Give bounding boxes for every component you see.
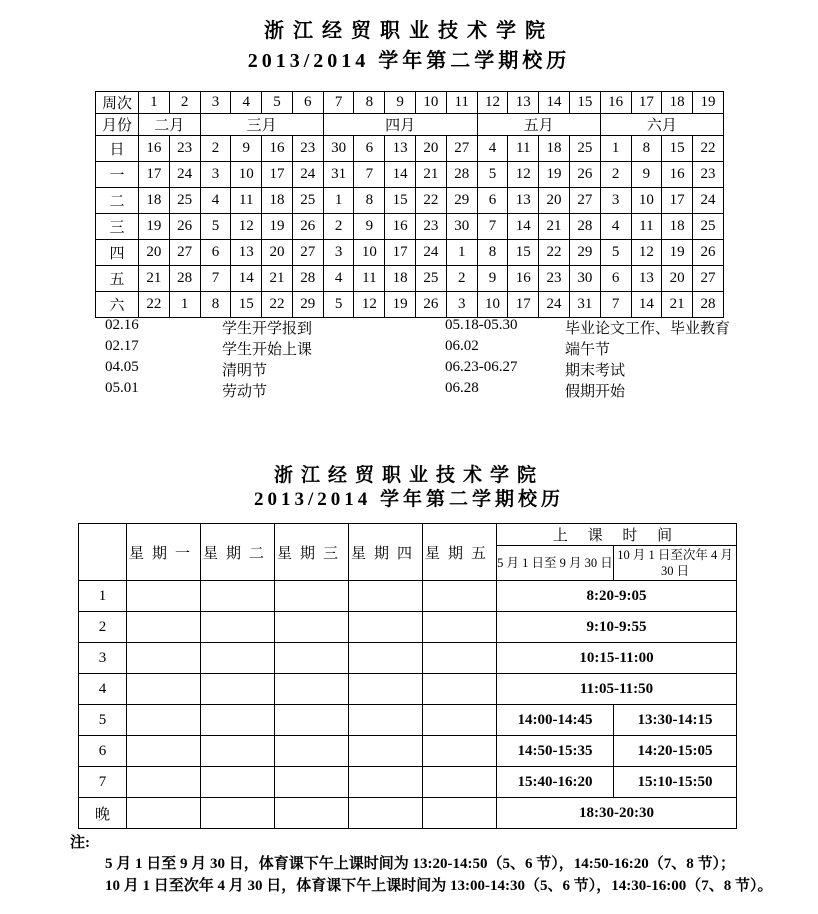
timetable-empty-cell xyxy=(275,581,349,612)
date-cell: 18 xyxy=(385,266,416,292)
date-cell: 25 xyxy=(169,188,200,214)
date-cell: 15 xyxy=(231,292,262,318)
date-cell: 22 xyxy=(416,188,447,214)
date-cell: 20 xyxy=(262,240,293,266)
event-label: 假期开始 xyxy=(565,384,626,400)
semester-calendar-title-2: 2013/2014 学年第二学期校历 xyxy=(253,489,565,510)
event-line xyxy=(0,338,818,359)
event-date: 06.23-06.27 xyxy=(445,359,518,375)
date-cell: 28 xyxy=(292,266,323,292)
event-label: 学生开学报到 xyxy=(222,321,313,337)
weekday-label-cell: 日 xyxy=(96,136,139,162)
date-cell: 3 xyxy=(446,292,477,318)
week-number-cell: 14 xyxy=(539,92,570,114)
date-cell: 10 xyxy=(354,240,385,266)
date-cell: 23 xyxy=(693,162,724,188)
date-cell: 14 xyxy=(385,162,416,188)
date-cell: 12 xyxy=(231,214,262,240)
winter-time-cell: 13:30-14:15 xyxy=(614,705,737,736)
event-date: 02.16 xyxy=(105,317,139,333)
date-cell: 15 xyxy=(385,188,416,214)
date-cell: 1 xyxy=(323,188,354,214)
timetable-empty-cell xyxy=(349,674,423,705)
event-label: 劳动节 xyxy=(222,384,268,400)
calendar-day-row xyxy=(96,292,724,318)
date-cell: 24 xyxy=(416,240,447,266)
school-name-title: 浙江经贸职业技术学院 xyxy=(264,20,554,42)
timetable-empty-cell xyxy=(201,798,275,829)
week-number-cell: 11 xyxy=(446,92,477,114)
event-label: 端午节 xyxy=(565,342,611,358)
timetable-empty-cell xyxy=(201,674,275,705)
date-cell: 9 xyxy=(231,136,262,162)
timetable-row xyxy=(79,612,737,643)
week-number-cell: 6 xyxy=(292,92,323,114)
class-time-cell: 8:20-9:05 xyxy=(497,581,737,612)
date-cell: 11 xyxy=(631,214,662,240)
timetable-row xyxy=(79,767,737,798)
class-time-cell: 10:15-11:00 xyxy=(497,643,737,674)
footnote-line: 10 月 1 日至次年 4 月 30 日，体育课下午上课时间为 13:00-14:30（5、6 节），14:30-16:00（7、8 节）。 xyxy=(105,878,773,894)
calendar-day-row xyxy=(96,240,724,266)
date-cell: 17 xyxy=(508,292,539,318)
month-cell: 五月 xyxy=(477,114,600,136)
date-cell: 6 xyxy=(200,240,231,266)
date-cell: 21 xyxy=(539,214,570,240)
weekday-label-cell: 六 xyxy=(96,292,139,318)
timetable-empty-cell xyxy=(349,767,423,798)
date-cell: 25 xyxy=(693,214,724,240)
winter-period-header: 10 月 1 日至次年 4 月 30 日 xyxy=(614,546,737,581)
date-cell: 24 xyxy=(539,292,570,318)
week-row-label: 周次 xyxy=(96,92,139,114)
event-date: 06.28 xyxy=(445,380,479,396)
calendar-day-row xyxy=(96,214,724,240)
date-cell: 21 xyxy=(416,162,447,188)
calendar-day-row xyxy=(96,162,724,188)
date-cell: 27 xyxy=(292,240,323,266)
timetable-row xyxy=(79,674,737,705)
date-cell: 1 xyxy=(600,136,631,162)
date-cell: 13 xyxy=(385,136,416,162)
date-cell: 10 xyxy=(231,162,262,188)
date-cell: 7 xyxy=(477,214,508,240)
timetable-empty-cell xyxy=(201,705,275,736)
timetable-empty-cell xyxy=(201,612,275,643)
date-cell: 10 xyxy=(631,188,662,214)
weekday-label-cell: 四 xyxy=(96,240,139,266)
timetable-empty-cell xyxy=(349,736,423,767)
date-cell: 6 xyxy=(477,188,508,214)
timetable-empty-cell xyxy=(127,767,201,798)
date-cell: 14 xyxy=(631,292,662,318)
date-cell: 20 xyxy=(662,266,693,292)
timetable-row xyxy=(79,643,737,674)
timetable-empty-cell xyxy=(349,643,423,674)
date-cell: 7 xyxy=(600,292,631,318)
date-cell: 19 xyxy=(139,214,170,240)
month-cell: 二月 xyxy=(139,114,201,136)
date-cell: 26 xyxy=(416,292,447,318)
date-cell: 26 xyxy=(569,162,600,188)
timetable-empty-cell xyxy=(275,767,349,798)
timetable-empty-cell xyxy=(423,643,497,674)
date-cell: 21 xyxy=(662,292,693,318)
class-timetable xyxy=(78,523,737,829)
timetable-empty-cell xyxy=(423,674,497,705)
timetable-row xyxy=(79,705,737,736)
date-cell: 4 xyxy=(323,266,354,292)
month-cell: 四月 xyxy=(323,114,477,136)
period-label-cell: 2 xyxy=(79,612,127,643)
date-cell: 13 xyxy=(508,188,539,214)
date-cell: 1 xyxy=(169,292,200,318)
period-label-cell: 4 xyxy=(79,674,127,705)
date-cell: 19 xyxy=(662,240,693,266)
week-number-cell: 13 xyxy=(508,92,539,114)
summer-period-header: 5 月 1 日至 9 月 30 日 xyxy=(497,546,614,581)
event-label: 期末考试 xyxy=(565,363,626,379)
timetable-empty-cell xyxy=(423,736,497,767)
date-cell: 29 xyxy=(569,240,600,266)
period-label-cell: 1 xyxy=(79,581,127,612)
date-cell: 4 xyxy=(200,188,231,214)
timetable-empty-cell xyxy=(127,674,201,705)
date-cell: 28 xyxy=(693,292,724,318)
date-cell: 17 xyxy=(262,162,293,188)
events-list xyxy=(0,317,818,401)
date-cell: 27 xyxy=(446,136,477,162)
date-cell: 13 xyxy=(231,240,262,266)
week-number-cell: 12 xyxy=(477,92,508,114)
timetable-empty-cell xyxy=(127,798,201,829)
calendar-day-row xyxy=(96,266,724,292)
date-cell: 30 xyxy=(323,136,354,162)
class-time-header: 上 课 时 间 xyxy=(497,524,737,546)
footnote-label: 注: xyxy=(70,835,90,851)
date-cell: 25 xyxy=(569,136,600,162)
timetable-empty-cell xyxy=(423,612,497,643)
timetable-empty-cell xyxy=(127,705,201,736)
timetable-empty-cell xyxy=(349,705,423,736)
date-cell: 18 xyxy=(539,136,570,162)
timetable-empty-cell xyxy=(201,643,275,674)
date-cell: 5 xyxy=(477,162,508,188)
period-label-cell: 6 xyxy=(79,736,127,767)
date-cell: 28 xyxy=(569,214,600,240)
timetable-empty-cell xyxy=(349,612,423,643)
timetable-empty-cell xyxy=(275,674,349,705)
date-cell: 8 xyxy=(354,188,385,214)
date-cell: 18 xyxy=(139,188,170,214)
date-cell: 22 xyxy=(262,292,293,318)
date-cell: 14 xyxy=(508,214,539,240)
timetable-empty-cell xyxy=(201,767,275,798)
timetable-row xyxy=(79,736,737,767)
week-number-cell: 16 xyxy=(600,92,631,114)
date-cell: 2 xyxy=(323,214,354,240)
weekday-header-cell: 星期二 xyxy=(201,524,275,581)
event-line xyxy=(0,359,818,380)
weekday-label-cell: 二 xyxy=(96,188,139,214)
weekday-label-cell: 三 xyxy=(96,214,139,240)
date-cell: 23 xyxy=(169,136,200,162)
date-cell: 26 xyxy=(693,240,724,266)
timetable-empty-cell xyxy=(201,736,275,767)
date-cell: 16 xyxy=(508,266,539,292)
calendar-day-row xyxy=(96,136,724,162)
summer-time-cell: 15:40-16:20 xyxy=(497,767,614,798)
class-time-cell: 9:10-9:55 xyxy=(497,612,737,643)
date-cell: 30 xyxy=(569,266,600,292)
weekday-header-cell: 星期一 xyxy=(127,524,201,581)
week-number-cell: 10 xyxy=(416,92,447,114)
date-cell: 11 xyxy=(231,188,262,214)
date-cell: 16 xyxy=(385,214,416,240)
week-number-cell: 17 xyxy=(631,92,662,114)
date-cell: 21 xyxy=(262,266,293,292)
date-cell: 30 xyxy=(446,214,477,240)
footnote xyxy=(70,834,810,897)
timetable-empty-cell xyxy=(423,705,497,736)
week-number-cell: 4 xyxy=(231,92,262,114)
date-cell: 31 xyxy=(569,292,600,318)
date-cell: 10 xyxy=(477,292,508,318)
timetable-empty-cell xyxy=(423,798,497,829)
date-cell: 27 xyxy=(693,266,724,292)
week-number-cell: 3 xyxy=(200,92,231,114)
date-cell: 2 xyxy=(600,162,631,188)
date-cell: 1 xyxy=(446,240,477,266)
date-cell: 8 xyxy=(477,240,508,266)
date-cell: 22 xyxy=(693,136,724,162)
timetable-empty-cell xyxy=(275,705,349,736)
date-cell: 20 xyxy=(416,136,447,162)
date-cell: 26 xyxy=(292,214,323,240)
date-cell: 28 xyxy=(446,162,477,188)
date-cell: 12 xyxy=(354,292,385,318)
weekday-header-cell: 星期五 xyxy=(423,524,497,581)
date-cell: 29 xyxy=(446,188,477,214)
timetable-empty-cell xyxy=(275,798,349,829)
date-cell: 13 xyxy=(631,266,662,292)
timetable-empty-cell xyxy=(127,612,201,643)
date-cell: 28 xyxy=(169,266,200,292)
timetable-empty-cell xyxy=(201,581,275,612)
date-cell: 31 xyxy=(323,162,354,188)
event-date: 05.01 xyxy=(105,380,139,396)
week-number-cell: 9 xyxy=(385,92,416,114)
date-cell: 2 xyxy=(446,266,477,292)
date-cell: 8 xyxy=(200,292,231,318)
event-line xyxy=(0,380,818,401)
event-label: 清明节 xyxy=(222,363,268,379)
calendar-day-row xyxy=(96,188,724,214)
class-time-cell: 11:05-11:50 xyxy=(497,674,737,705)
event-label: 学生开始上课 xyxy=(222,342,313,358)
date-cell: 17 xyxy=(385,240,416,266)
date-cell: 6 xyxy=(600,266,631,292)
timetable-empty-cell xyxy=(127,581,201,612)
school-name-title-2: 浙江经贸职业技术学院 xyxy=(273,465,544,486)
date-cell: 9 xyxy=(477,266,508,292)
date-cell: 8 xyxy=(631,136,662,162)
date-cell: 19 xyxy=(262,214,293,240)
timetable-empty-cell xyxy=(423,581,497,612)
date-cell: 22 xyxy=(139,292,170,318)
date-cell: 27 xyxy=(569,188,600,214)
date-cell: 5 xyxy=(200,214,231,240)
week-number-cell: 5 xyxy=(262,92,293,114)
date-cell: 23 xyxy=(416,214,447,240)
date-cell: 11 xyxy=(354,266,385,292)
event-line xyxy=(0,317,818,338)
timetable-empty-cell xyxy=(275,736,349,767)
week-number-cell: 19 xyxy=(693,92,724,114)
date-cell: 24 xyxy=(693,188,724,214)
semester-calendar-table xyxy=(95,91,724,318)
date-cell: 20 xyxy=(139,240,170,266)
summer-time-cell: 14:50-15:35 xyxy=(497,736,614,767)
date-cell: 29 xyxy=(292,292,323,318)
footnote-lines xyxy=(70,853,810,897)
week-number-cell: 2 xyxy=(169,92,200,114)
timetable-empty-cell xyxy=(349,581,423,612)
timetable-empty-cell xyxy=(127,736,201,767)
date-cell: 2 xyxy=(200,136,231,162)
week-number-cell: 18 xyxy=(662,92,693,114)
date-cell: 14 xyxy=(231,266,262,292)
period-label-cell: 5 xyxy=(79,705,127,736)
date-cell: 16 xyxy=(139,136,170,162)
date-cell: 5 xyxy=(600,240,631,266)
date-cell: 25 xyxy=(292,188,323,214)
date-cell: 27 xyxy=(169,240,200,266)
date-cell: 3 xyxy=(600,188,631,214)
date-cell: 9 xyxy=(631,162,662,188)
timetable-empty-cell xyxy=(275,643,349,674)
class-time-cell: 18:30-20:30 xyxy=(497,798,737,829)
date-cell: 3 xyxy=(200,162,231,188)
event-date: 05.18-05.30 xyxy=(445,317,518,333)
date-cell: 18 xyxy=(662,214,693,240)
date-cell: 11 xyxy=(508,136,539,162)
date-cell: 9 xyxy=(354,214,385,240)
weekday-header-cell: 星期四 xyxy=(349,524,423,581)
date-cell: 24 xyxy=(169,162,200,188)
month-cell: 六月 xyxy=(600,114,723,136)
week-number-cell: 7 xyxy=(323,92,354,114)
date-cell: 12 xyxy=(508,162,539,188)
winter-time-cell: 14:20-15:05 xyxy=(614,736,737,767)
date-cell: 24 xyxy=(292,162,323,188)
timetable-row xyxy=(79,798,737,829)
date-cell: 17 xyxy=(662,188,693,214)
timetable-row xyxy=(79,581,737,612)
timetable-empty-cell xyxy=(349,798,423,829)
period-label-cell: 3 xyxy=(79,643,127,674)
period-label-cell: 晚 xyxy=(79,798,127,829)
winter-time-cell: 15:10-15:50 xyxy=(614,767,737,798)
date-cell: 4 xyxy=(600,214,631,240)
event-label: 毕业论文工作、毕业教育 xyxy=(565,321,731,337)
timetable-empty-cell xyxy=(127,643,201,674)
weekday-header-cell: 星期三 xyxy=(275,524,349,581)
event-date: 06.02 xyxy=(445,338,479,354)
date-cell: 16 xyxy=(662,162,693,188)
footnote-line: 5 月 1 日至 9 月 30 日，体育课下午上课时间为 13:20-14:50（5、6 节），14:50-16:20（7、8 节）； xyxy=(105,856,735,872)
date-cell: 20 xyxy=(539,188,570,214)
date-cell: 16 xyxy=(262,136,293,162)
weekday-label-cell: 一 xyxy=(96,162,139,188)
date-cell: 5 xyxy=(323,292,354,318)
event-date: 04.05 xyxy=(105,359,139,375)
date-cell: 23 xyxy=(292,136,323,162)
date-cell: 17 xyxy=(139,162,170,188)
semester-calendar-title: 2013/2014 学年第二学期校历 xyxy=(247,50,571,72)
date-cell: 15 xyxy=(508,240,539,266)
date-cell: 7 xyxy=(354,162,385,188)
date-cell: 6 xyxy=(354,136,385,162)
date-cell: 19 xyxy=(539,162,570,188)
timetable-empty-cell xyxy=(275,612,349,643)
date-cell: 3 xyxy=(323,240,354,266)
month-cell: 三月 xyxy=(200,114,323,136)
date-cell: 19 xyxy=(385,292,416,318)
date-cell: 21 xyxy=(139,266,170,292)
date-cell: 7 xyxy=(200,266,231,292)
date-cell: 18 xyxy=(262,188,293,214)
date-cell: 4 xyxy=(477,136,508,162)
week-number-cell: 15 xyxy=(569,92,600,114)
date-cell: 26 xyxy=(169,214,200,240)
event-date: 02.17 xyxy=(105,338,139,354)
period-label-cell: 7 xyxy=(79,767,127,798)
date-cell: 12 xyxy=(631,240,662,266)
date-cell: 23 xyxy=(539,266,570,292)
month-row-label: 月份 xyxy=(96,114,139,136)
weekday-label-cell: 五 xyxy=(96,266,139,292)
week-number-cell: 8 xyxy=(354,92,385,114)
summer-time-cell: 14:00-14:45 xyxy=(497,705,614,736)
date-cell: 22 xyxy=(539,240,570,266)
week-number-cell: 1 xyxy=(139,92,170,114)
timetable-empty-cell xyxy=(423,767,497,798)
timetable-corner-cell xyxy=(79,524,127,581)
date-cell: 25 xyxy=(416,266,447,292)
date-cell: 15 xyxy=(662,136,693,162)
